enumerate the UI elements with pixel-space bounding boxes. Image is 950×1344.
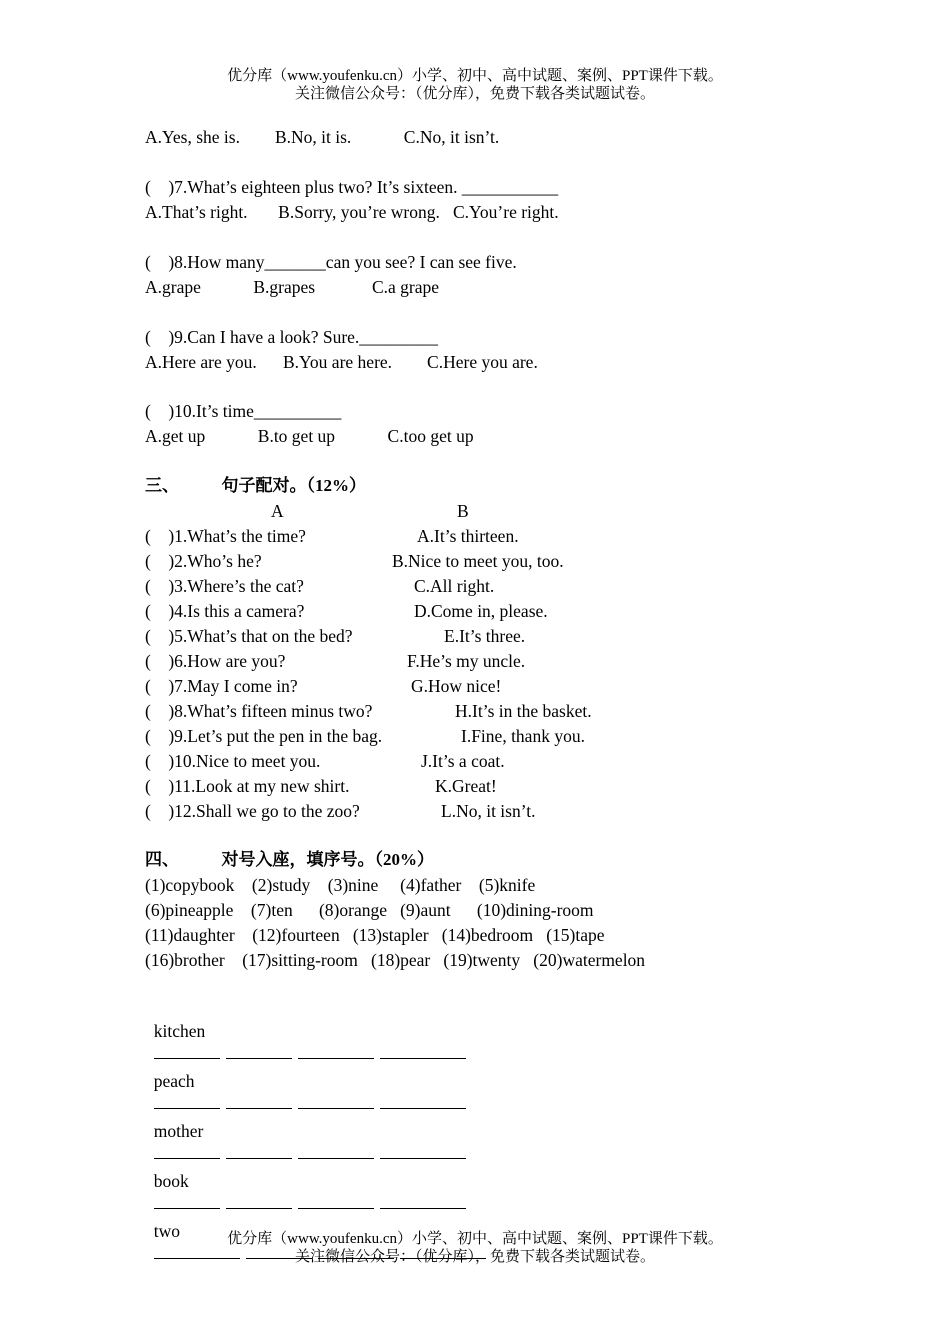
match-question: ( )8.What’s fifteen minus two?	[145, 701, 373, 721]
match-question: ( )2.Who’s he?	[145, 551, 262, 571]
q10-question: ( )10.It’s time__________	[145, 401, 342, 421]
match-answer: L.No, it isn’t.	[441, 801, 536, 821]
column-b-header: B	[457, 501, 469, 521]
category-label: kitchen	[153, 1021, 206, 1041]
word-bank-line: (6)pineapple (7)ten (8)orange (9)aunt (10)dining-room	[145, 900, 594, 920]
category-label: peach	[153, 1071, 195, 1091]
match-answer: G.How nice!	[411, 676, 502, 696]
header-line-2: 关注微信公众号：（优分库），免费下载各类试题试卷。	[294, 86, 655, 102]
q8-question: ( )8.How many_______can you see? I can see five.	[145, 252, 517, 272]
q7-question: ( )7.What’s eighteen plus two? It’s sixteen. ___________	[145, 177, 559, 197]
match-answer: E.It’s three.	[444, 626, 526, 646]
match-question: ( )12.Shall we go to the zoo?	[145, 801, 360, 821]
match-question: ( )4.Is this a camera?	[145, 601, 305, 621]
match-question: ( )9.Let’s put the pen in the bag.	[145, 726, 383, 746]
q10-options: A.get up B.to get up C.too get up	[145, 426, 474, 446]
footer-line-2: 关注微信公众号：（优分库），免费下载各类试题试卷。	[294, 1249, 655, 1265]
match-question: ( )1.What’s the time?	[145, 526, 306, 546]
match-answer: A.It’s thirteen.	[417, 526, 519, 546]
match-answer: B.Nice to meet you, too.	[392, 551, 564, 571]
match-answer: C.All right.	[414, 576, 495, 596]
match-question: ( )3.Where’s the cat?	[145, 576, 304, 596]
q9-options: A.Here are you. B.You are here. C.Here you are.	[145, 352, 538, 372]
header-line-1: 优分库（www.youfenku.cn）小学、初中、高中试题、案例、PPT课件下载。	[227, 68, 723, 84]
q9-question: ( )9.Can I have a look? Sure._________	[145, 327, 439, 347]
q8-options: A.grape B.grapes C.a grape	[145, 277, 440, 297]
word-bank-line: (1)copybook (2)study (3)nine (4)father (5)knife	[145, 875, 536, 895]
match-question: ( )6.How are you?	[145, 651, 286, 671]
match-answer: D.Come in, please.	[414, 601, 548, 621]
match-question: ( )11.Look at my new shirt.	[145, 776, 350, 796]
section-3-title: 三、 句子配对。（12%）	[145, 476, 366, 495]
match-answer: F.He’s my uncle.	[407, 651, 526, 671]
word-bank-line: (11)daughter (12)fourteen (13)stapler (14)bedroom (15)tape	[145, 925, 605, 945]
q7-options: A.That’s right. B.Sorry, you’re wrong. C.You’re right.	[145, 202, 559, 222]
match-question: ( )5.What’s that on the bed?	[145, 626, 353, 646]
footer-line-1: 优分库（www.youfenku.cn）小学、初中、高中试题、案例、PPT课件下载。	[227, 1231, 723, 1247]
match-answer: J.It’s a coat.	[421, 751, 505, 771]
match-answer: K.Great!	[435, 776, 497, 796]
category-label: two	[153, 1221, 180, 1241]
match-question: ( )7.May I come in?	[145, 676, 298, 696]
match-question: ( )10.Nice to meet you.	[145, 751, 321, 771]
column-a-header: A	[271, 501, 284, 521]
category-label: mother	[153, 1121, 204, 1141]
q6-options: A.Yes, she is. B.No, it is. C.No, it isn’t.	[145, 127, 500, 147]
word-bank-line: (16)brother (17)sitting-room (18)pear (19)twenty (20)watermelon	[145, 950, 646, 970]
category-label: book	[153, 1171, 189, 1191]
match-answer: I.Fine, thank you.	[461, 726, 585, 746]
match-answer: H.It’s in the basket.	[455, 701, 592, 721]
section-4-title: 四、 对号入座，填序号。（20%）	[145, 850, 434, 869]
